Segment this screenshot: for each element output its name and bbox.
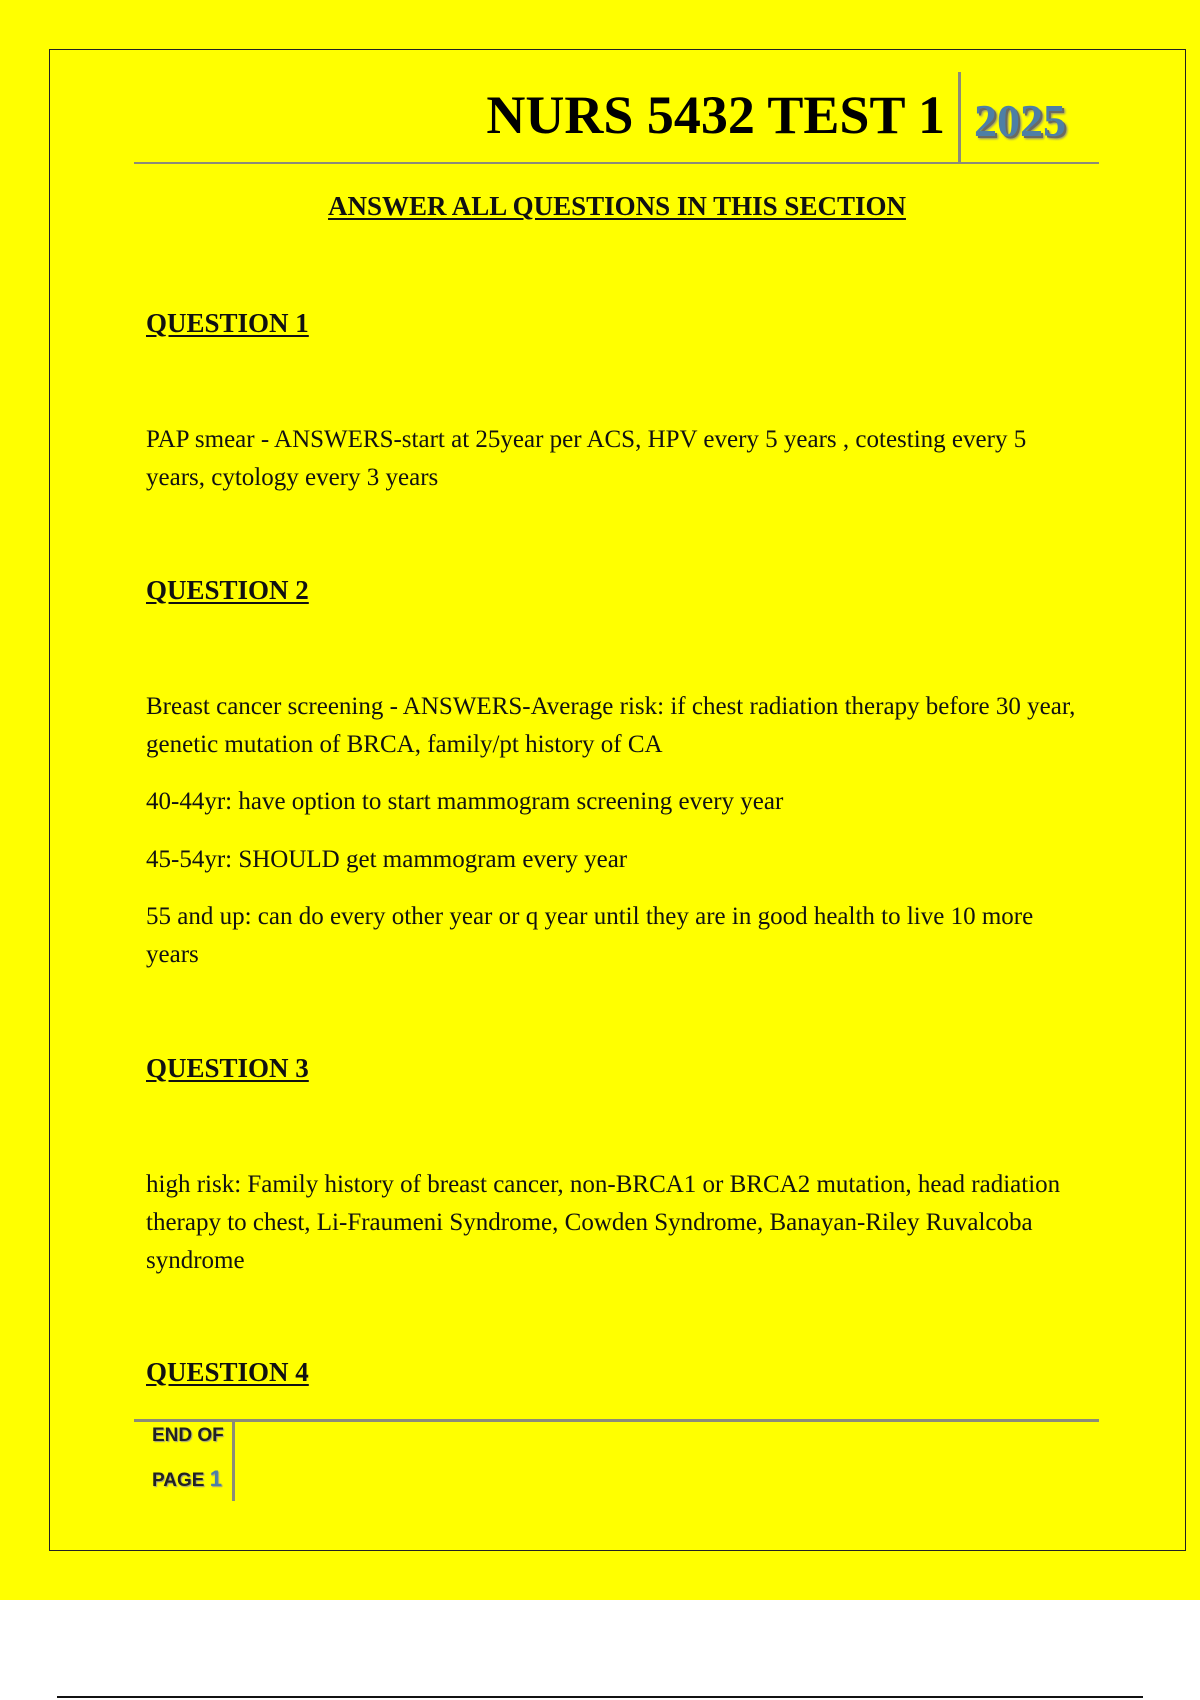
footer-divider (134, 1419, 1099, 1422)
document-year: 2025 (974, 95, 1066, 146)
bottom-rule (57, 1696, 1143, 1698)
question-2-answer: Breast cancer screening - ANSWERS-Average risk: if chest radiation therapy before 30 year, genetic mutation of BRCA, family/pt history of CA (146, 693, 1076, 758)
question-4-heading: QUESTION 4 (146, 1357, 309, 1387)
question-2-item-40-44: 40-44yr: have option to start mammogram screening every year (146, 788, 784, 815)
question-2-item-55-up: 55 and up: can do every other year or q year until they are in good health to live 10 more years (146, 903, 1034, 968)
question-3-heading: QUESTION 3 (146, 1053, 309, 1083)
footer-page-number: 1 (209, 1466, 222, 1491)
footer-end-of: END OF (152, 1425, 224, 1446)
question-1-answer: PAP smear - ANSWERS-start at 25year per ACS, HPV every 5 years , cotesting every 5 years, cytology every 3 years (146, 426, 1027, 491)
question-1-heading: QUESTION 1 (146, 308, 309, 338)
question-2-item-45-54: 45-54yr: SHOULD get mammogram every year (146, 846, 628, 873)
question-3-answer: high risk: Family history of breast cancer, non-BRCA1 or BRCA2 mutation, head radiation therapy to chest, Li-Fraumeni Syndrome, Cowden Syndrome, Banayan-Riley Ruvalcoba syndrome (146, 1171, 1061, 1274)
question-2-heading: QUESTION 2 (146, 575, 309, 605)
footer-vertical-divider (232, 1421, 235, 1501)
document-header (134, 72, 1099, 164)
header-divider (958, 72, 961, 164)
footer-page-label (152, 1466, 222, 1492)
document-title: NURS 5432 TEST 1 (486, 85, 945, 145)
section-instructions: ANSWER ALL QUESTIONS IN THIS SECTION (328, 191, 906, 221)
footer-page-word: PAGE (152, 1470, 205, 1491)
